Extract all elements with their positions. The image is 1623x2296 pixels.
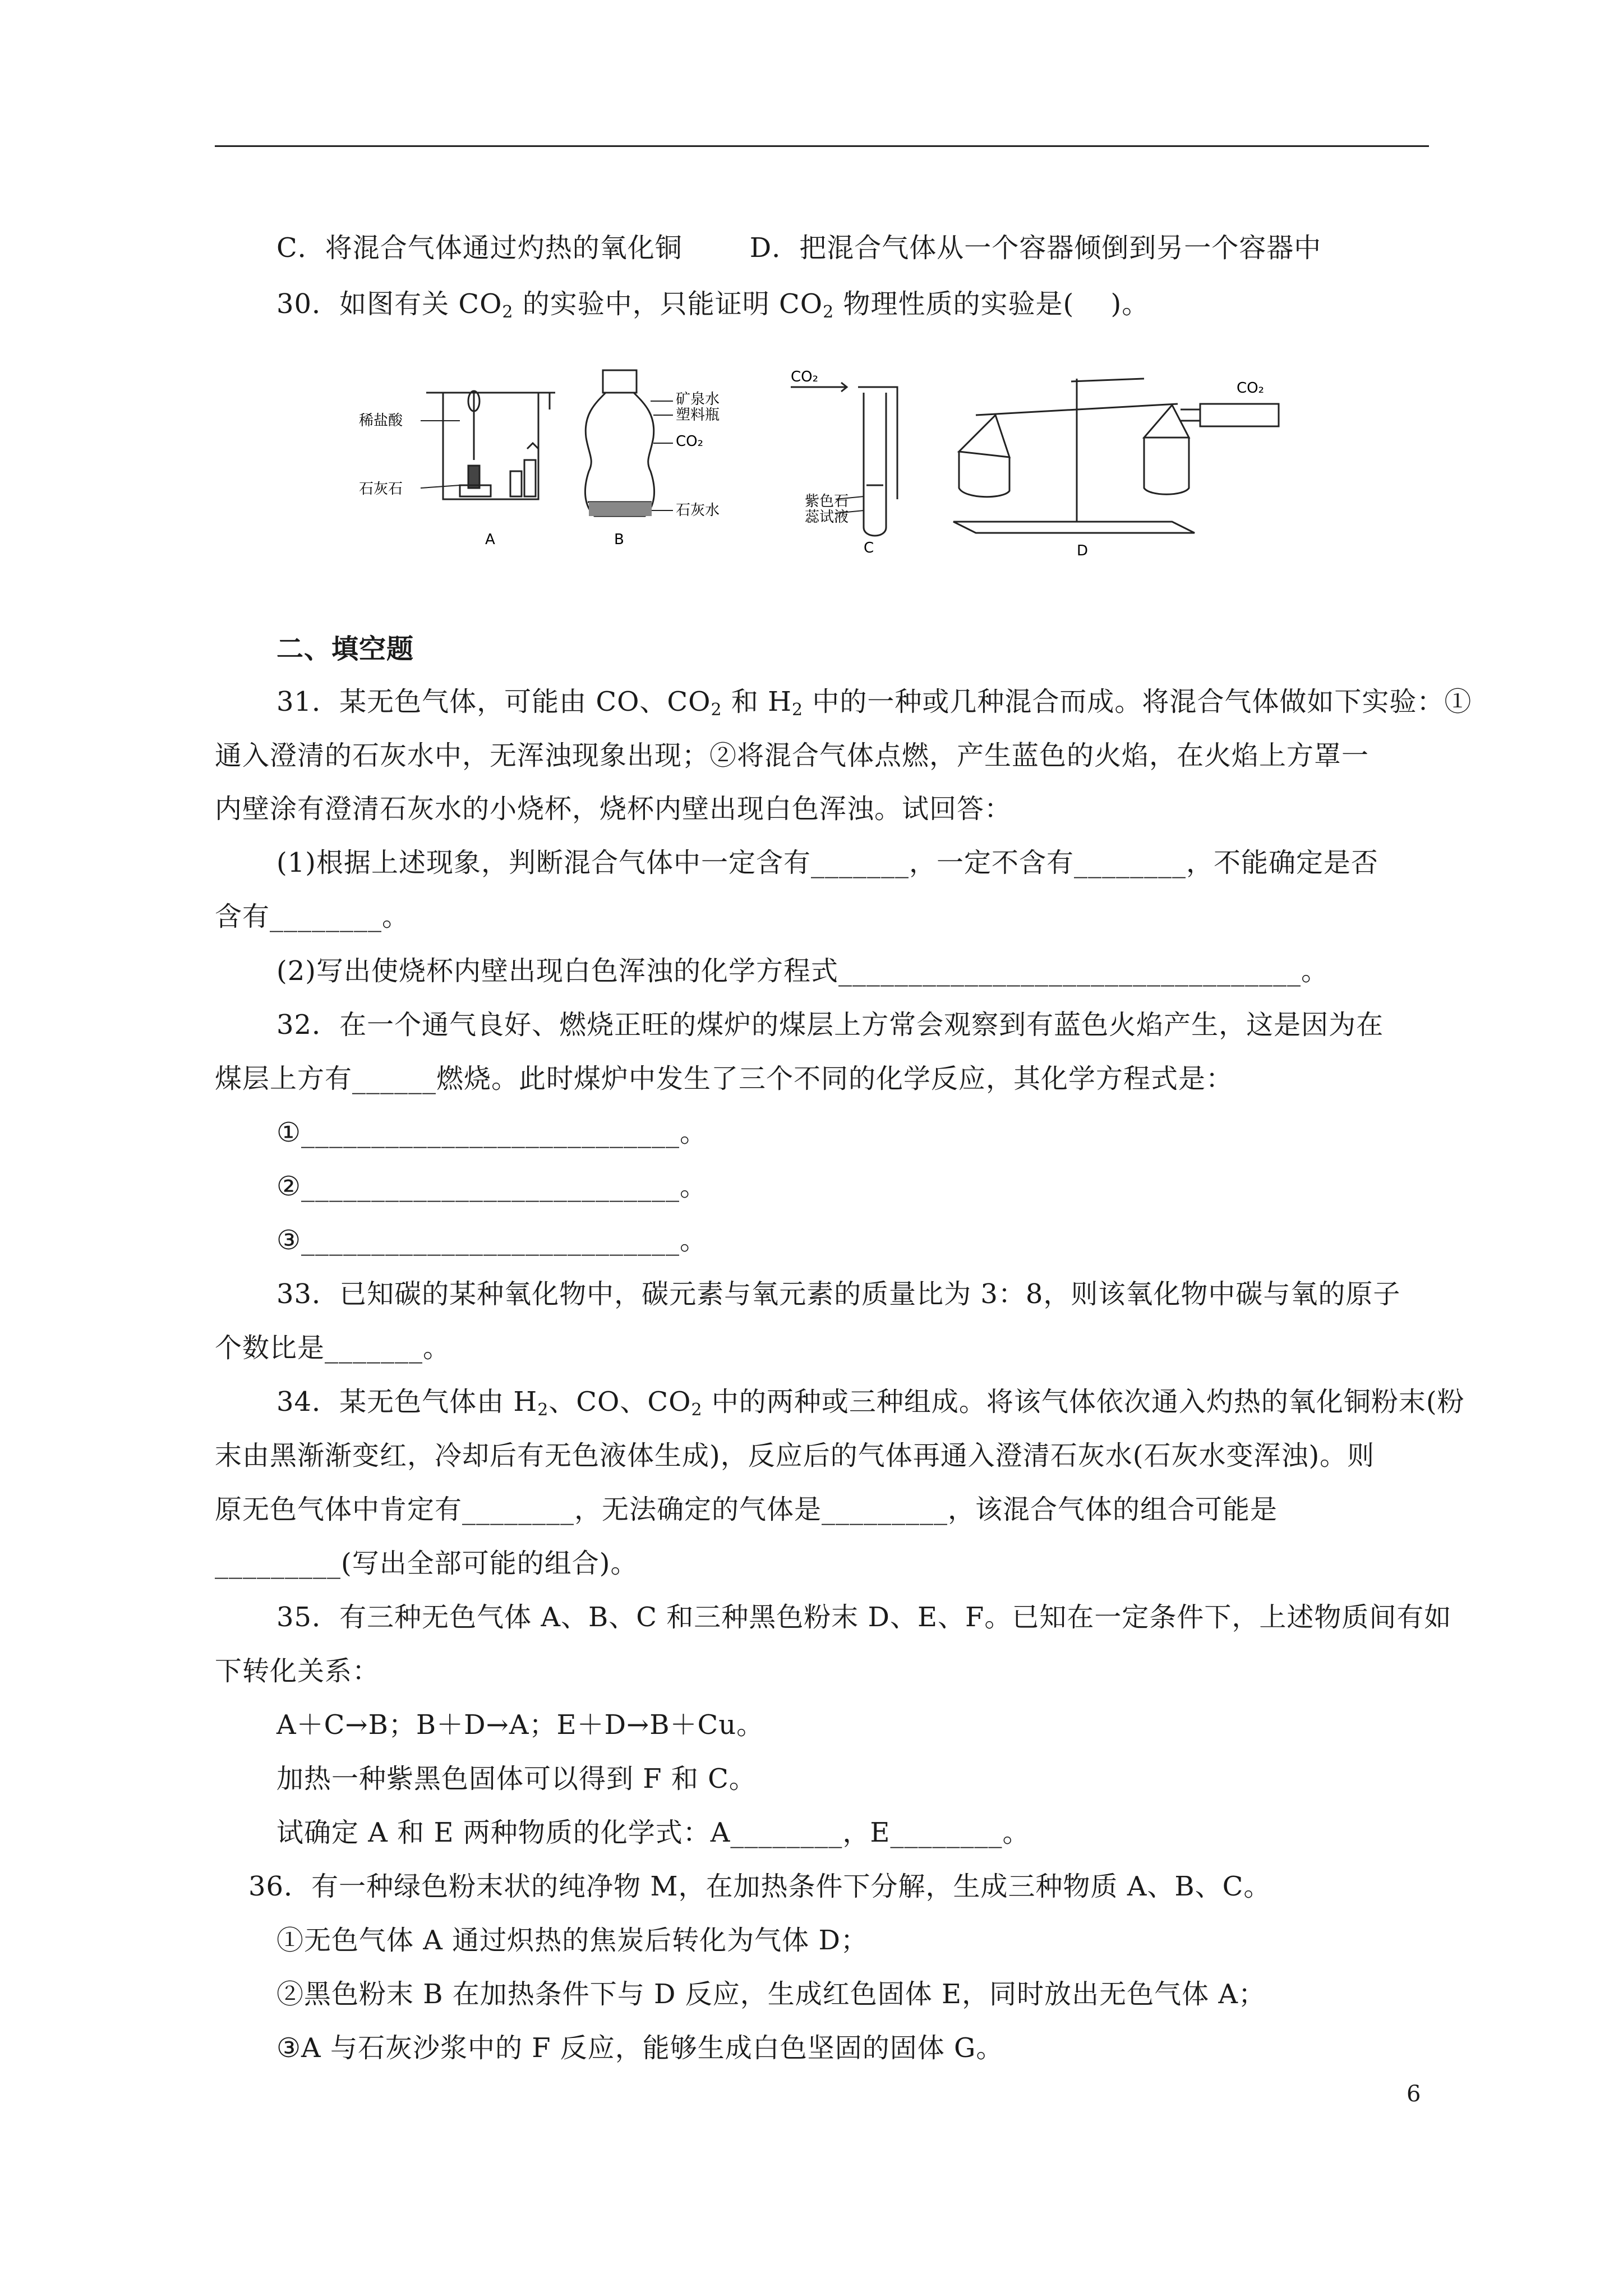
figure-c-label-1: CO₂	[791, 369, 819, 385]
q35-line-1: 35．有三种无色气体 A、B、C 和三种黑色粉末 D、E、F。已知在一定条件下，上述物质间有如	[276, 1602, 1452, 1633]
q31-line-3: 内壁涂有澄清石灰水的小烧杯，烧杯内壁出现白色浑浊。试回答：	[215, 793, 1012, 825]
figure-d-label-1: CO₂	[1237, 380, 1265, 397]
q35-line-4: 加热一种紫黑色固体可以得到 F 和 C。	[276, 1763, 757, 1795]
figure-c-label-3: 蕊试液	[805, 509, 849, 526]
q29-option-c: C．将混合气体通过灼热的氧化铜	[276, 232, 683, 264]
co2-experiment-figure	[359, 359, 1335, 572]
q31-part-1-cont: 含有________。	[215, 901, 410, 932]
figure-b-label-4: 石灰水	[676, 502, 720, 519]
figure-a-label-2: 石灰石	[359, 481, 403, 498]
figure-a-beaker-apparatus	[421, 391, 555, 499]
q34-line-1: 34．某无色气体由 $H_2$、CO、$CO_2$ 中的两种或三种组成。将该气体依次通入灼热的氧化铜粉末(粉	[276, 1386, 1465, 1420]
figure-c-label-2: 紫色石	[805, 493, 849, 510]
q35-line-3: A＋C→B；B＋D→A；E＋D→B＋Cu。	[276, 1709, 764, 1741]
figure-d-letter: D	[1077, 542, 1089, 559]
q36-line-2: ①无色气体 A 通过炽热的焦炭后转化为气体 D；	[276, 1925, 868, 1956]
q31-line-1: 31．某无色气体，可能由 CO、$CO_2$ 和 $H_2$ 中的一种或几种混合而成。将混合气体做如下实验：①	[276, 686, 1472, 720]
figure-b-limewater	[589, 502, 652, 516]
header-rule	[215, 145, 1429, 147]
q32-blank-3: ③___________________________。	[276, 1225, 708, 1256]
q32-line-1: 32．在一个通气良好、燃烧正旺的煤炉的煤层上方常会观察到有蓝色火焰产生，这是因为在	[276, 1009, 1384, 1041]
q33-line-1: 33．已知碳的某种氧化物中，碳元素与氧元素的质量比为 3：8，则该氧化物中碳与氧的原子	[276, 1278, 1401, 1310]
figure-d-balance	[953, 379, 1279, 533]
figure-b-label-1: 矿泉水	[676, 391, 720, 408]
figure-b-bottle	[585, 370, 673, 516]
page-number: 6	[1407, 2081, 1421, 2107]
q34-line-2: 末由黑渐渐变红，冷却后有无色液体生成)，反应后的气体再通入澄清石灰水(石灰水变浑浊)。则	[215, 1440, 1375, 1471]
q36-line-4: ③A 与石灰沙浆中的 F 反应，能够生成白色坚固的固体 G。	[276, 2032, 1004, 2064]
figure-b-label-3: CO₂	[676, 433, 704, 450]
q35-line-2: 下转化关系：	[215, 1655, 380, 1687]
q36-line-1: 36．有一种绿色粉末状的纯净物 M，在加热条件下分解，生成三种物质 A、B、C。	[248, 1871, 1271, 1902]
figure-b-letter: B	[614, 531, 624, 548]
q34-line-3: 原无色气体中肯定有________，无法确定的气体是_________，该混合气体的组合可能是	[215, 1494, 1278, 1525]
q34-line-4: _________(写出全部可能的组合)。	[215, 1548, 638, 1579]
section-2-title: 二、填空题	[276, 633, 414, 665]
q31-part-2: (2)写出使烧杯内壁出现白色浑浊的化学方程式_________________________________。	[276, 955, 1329, 987]
q35-line-5: 试确定 A 和 E 两种物质的化学式：A________，E________。	[276, 1817, 1030, 1848]
q33-line-2: 个数比是_______。	[215, 1332, 451, 1364]
q29-options	[276, 230, 1321, 266]
figure-b-label-2: 塑料瓶	[676, 407, 720, 424]
figure-a-label-1: 稀盐酸	[359, 412, 403, 429]
q30-stem: 30．如图有关 $CO_2$ 的实验中，只能证明 $CO_2$ 物理性质的实验是( )。	[276, 288, 1150, 322]
figure-c-letter: C	[864, 540, 874, 556]
q32-blank-2: ②___________________________。	[276, 1171, 708, 1202]
q31-line-2: 通入澄清的石灰水中，无浑浊现象出现；②将混合气体点燃，产生蓝色的火焰，在火焰上方罩一	[215, 740, 1370, 771]
q29-option-d: D．把混合气体从一个容器倾倒到另一个容器中	[749, 232, 1322, 264]
q31-part-1: (1)根据上述现象，判断混合气体中一定含有_______，一定不含有________，不能确定是否	[276, 847, 1378, 878]
q32-line-2: 煤层上方有______燃烧。此时煤炉中发生了三个不同的化学反应，其化学方程式是：	[215, 1063, 1234, 1094]
q36-line-3: ②黑色粉末 B 在加热条件下与 D 反应，生成红色固体 E，同时放出无色气体 A；	[276, 1978, 1266, 2010]
figure-a-letter: A	[485, 531, 495, 548]
q32-blank-1: ①___________________________。	[276, 1117, 708, 1148]
